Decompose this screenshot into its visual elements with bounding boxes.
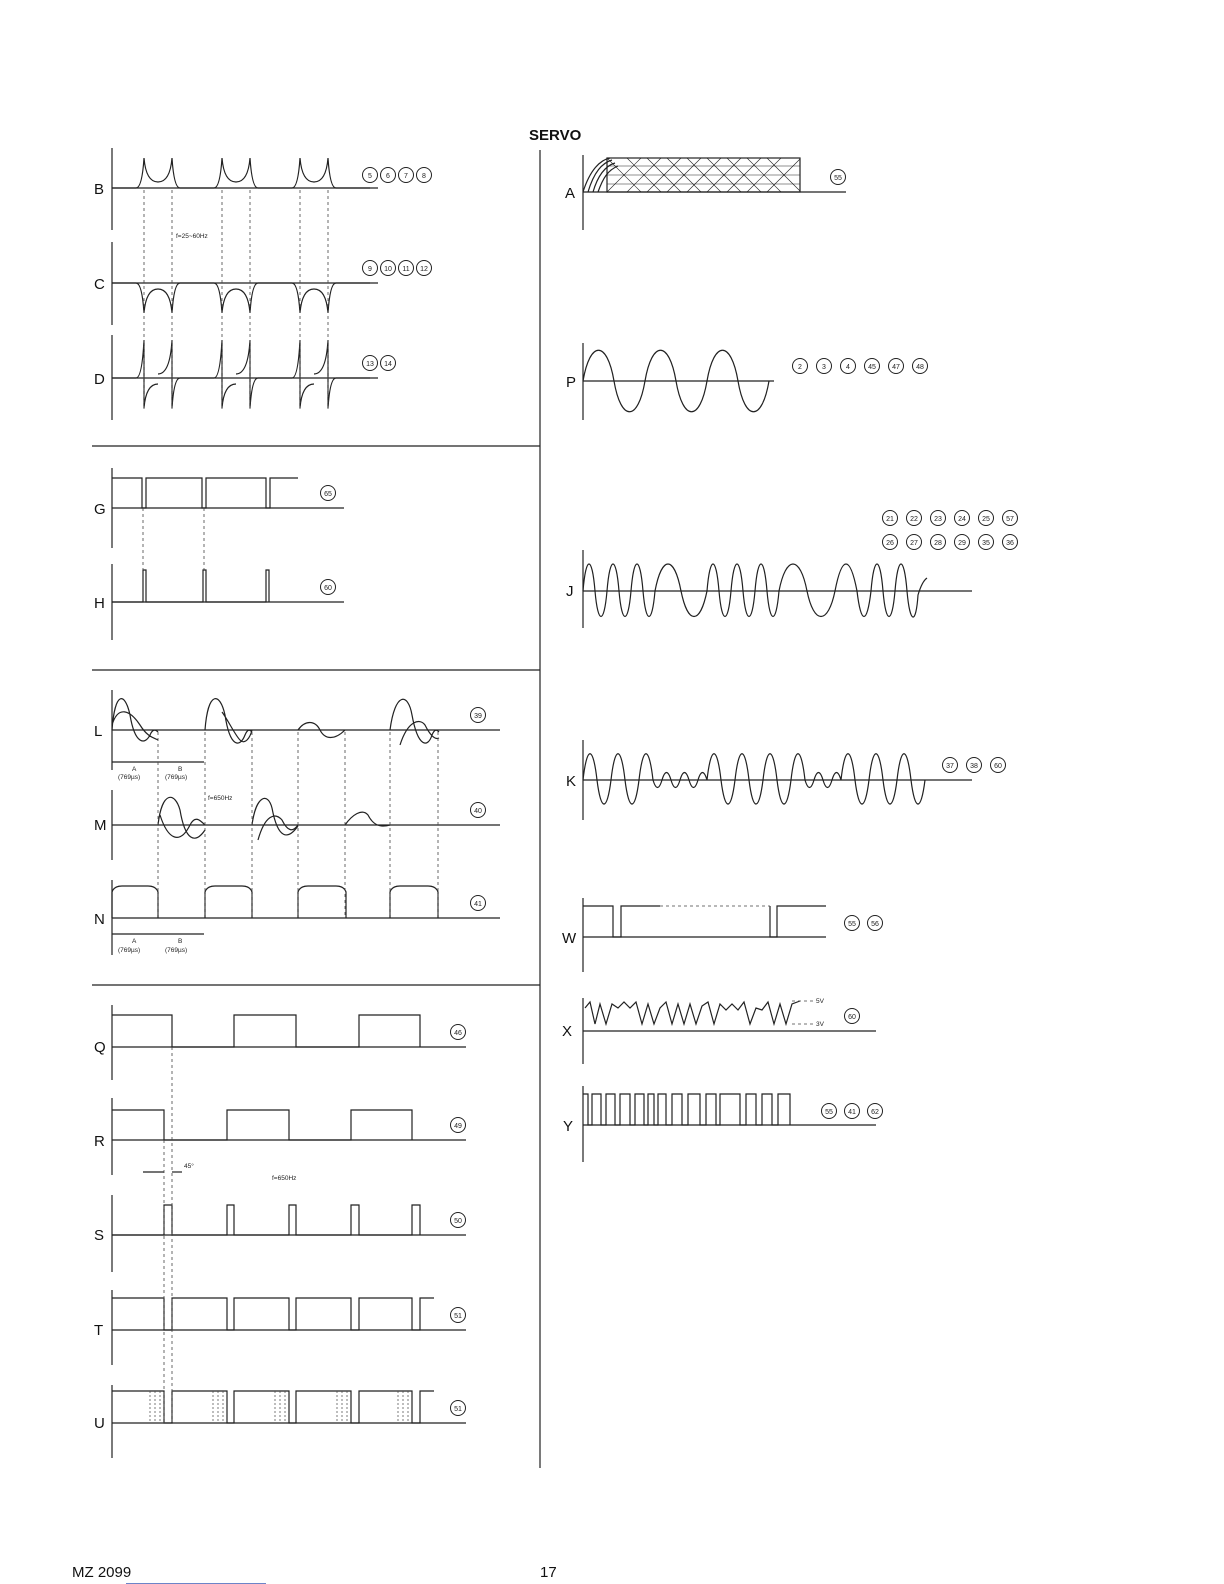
testpoint-number: 4 [846,364,850,371]
testpoint-group [363,356,396,371]
channel-label: Q [94,1039,106,1056]
testpoint-number: 41 [848,1109,856,1116]
testpoint-number: 29 [958,540,966,547]
testpoint-number: 6 [386,173,390,180]
channel-j [566,511,1018,629]
channel-label: A [565,185,576,202]
channel-label: J [566,583,574,600]
testpoint-number: 36 [1006,540,1014,547]
frequency-annotation: f=650Hz [208,795,233,802]
channel-label: R [94,1133,105,1150]
testpoint-group [943,758,1006,773]
channel-g [94,468,344,548]
waveform [112,158,370,188]
channel-label: S [94,1227,105,1244]
testpoint-number: 37 [946,763,954,770]
interval-label: A [132,766,137,773]
channel-label: D [94,371,105,388]
testpoint-number: 46 [454,1030,462,1037]
channel-label: C [94,276,105,293]
interval-time: (769µs) [165,774,188,781]
channel-label: K [566,773,577,790]
interval-time: (769µs) [118,947,141,954]
waveform [583,906,826,937]
waveform [585,1001,800,1024]
channel-s [94,1195,466,1272]
frequency-annotation: f=25~60Hz [176,233,208,240]
testpoint-number: 40 [474,808,482,815]
testpoint-number: 48 [916,364,924,371]
alignment-lines [144,190,328,410]
testpoint-number: 28 [934,540,942,547]
testpoint-group [363,261,432,276]
testpoint-number: 50 [454,1218,462,1225]
testpoint-group [793,359,928,374]
testpoint-number: 9 [368,266,372,273]
channel-d [94,335,396,420]
waveform [112,1205,420,1235]
channel-n [94,880,500,955]
page-title: SERVO [529,127,582,144]
waveform [112,283,370,313]
waveform [112,886,438,918]
testpoint-number: 60 [324,585,332,592]
frequency-annotation: f=650Hz [272,1175,297,1182]
channel-a [565,155,846,230]
channel-l [94,690,500,802]
waveform [112,478,298,508]
waveform [112,1298,434,1330]
waveform [112,340,370,408]
channel-p [566,343,928,420]
testpoint-number: 2 [798,364,802,371]
channel-u [94,1385,466,1458]
testpoint-number: 26 [886,540,894,547]
testpoint-number: 60 [848,1014,856,1021]
waveform [583,754,925,804]
level-label: 5V [816,998,824,1005]
channel-k [566,740,1006,820]
channel-label: L [94,723,103,740]
level-label: 3V [816,1021,824,1028]
channel-h [94,508,344,640]
testpoint-number: 56 [871,921,879,928]
testpoint-number: 51 [454,1406,462,1413]
testpoint-number: 23 [934,516,942,523]
testpoint-number: 3 [822,364,826,371]
channel-q [94,1005,466,1080]
channel-t [94,1290,466,1365]
testpoint-number: 12 [420,266,428,273]
channel-r [94,1098,466,1182]
interval-label: A [132,938,137,945]
channel-c [94,242,432,325]
interval-label: B [178,938,183,945]
waveform-envelope [583,158,800,192]
testpoint-number: 27 [910,540,918,547]
channel-label: G [94,501,106,518]
testpoint-number: 13 [366,361,374,368]
interval-time: (769µs) [165,947,188,954]
interval-label: B [178,766,183,773]
channel-label: N [94,911,105,928]
channel-label: H [94,595,105,612]
waveform [158,797,390,840]
testpoint-number: 55 [825,1109,833,1116]
testpoint-number: 57 [1006,516,1014,523]
testpoint-number: 62 [871,1109,879,1116]
channel-label: M [94,817,107,834]
testpoint-number: 8 [422,173,426,180]
testpoint-number: 45 [868,364,876,371]
phase-annotation: 45° [184,1163,194,1170]
testpoint-number: 22 [910,516,918,523]
channel-label: T [94,1322,104,1339]
testpoint-number: 47 [892,364,900,371]
interval-time: (769µs) [118,774,141,781]
testpoint-number: 38 [970,763,978,770]
channel-label: B [94,181,105,198]
testpoint-number: 49 [454,1123,462,1130]
testpoint-group [883,511,1018,550]
testpoint-number: 39 [474,713,482,720]
page-number: 17 [540,1564,557,1581]
testpoint-number: 51 [454,1313,462,1320]
testpoint-number: 21 [886,516,894,523]
channel-label: P [566,374,577,391]
channel-label: X [562,1023,573,1040]
waveform [112,1015,420,1047]
channel-label: Y [563,1118,574,1135]
testpoint-number: 24 [958,516,966,523]
testpoint-number: 60 [994,763,1002,770]
waveform [112,570,269,602]
jitter-hatching [150,1391,408,1423]
testpoint-number: 65 [324,491,332,498]
model-number: MZ 2099 [72,1564,132,1581]
channel-b [94,148,432,240]
testpoint-number: 41 [474,901,482,908]
waveform [583,1094,790,1125]
channel-x [562,998,876,1064]
waveform [112,1110,412,1140]
testpoint-number: 55 [848,921,856,928]
channel-label: U [94,1415,105,1432]
testpoint-number: 7 [404,173,408,180]
testpoint-group [363,168,432,183]
channel-y [563,1086,883,1162]
testpoint-number: 35 [982,540,990,547]
testpoint-number: 14 [384,361,392,368]
testpoint-number: 5 [368,173,372,180]
channel-w [562,898,883,972]
channel-label: W [562,930,577,947]
testpoint-number: 55 [834,175,842,182]
testpoint-number: 10 [384,266,392,273]
testpoint-number: 25 [982,516,990,523]
channel-m [94,790,500,860]
testpoint-number: 11 [402,266,410,273]
